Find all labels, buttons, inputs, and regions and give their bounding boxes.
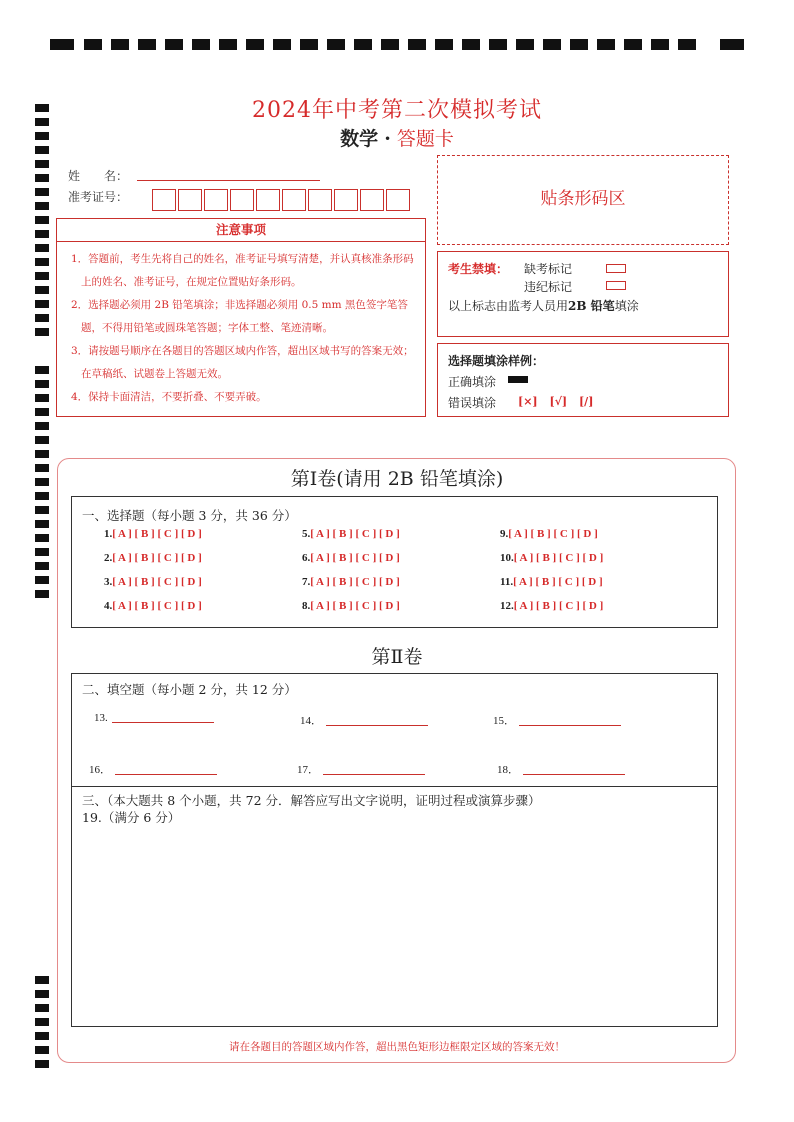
exam-id-digit-box[interactable] <box>334 189 358 211</box>
examiner-note-post: 填涂 <box>614 299 639 313</box>
notes-list <box>57 242 425 409</box>
barcode-area: 贴条形码区 <box>437 155 729 245</box>
part2-title: 第Ⅱ卷 <box>371 646 423 668</box>
fill-blank-item[interactable]: 15． <box>493 712 621 728</box>
mcq-section <box>71 496 718 628</box>
examiner-note-pre: 以上标志由监考人员用 <box>448 299 569 313</box>
examiner-note <box>448 297 639 314</box>
examiner-only-panel <box>437 251 729 337</box>
exam-title: 2024年中考第二次模拟考试 <box>252 98 542 123</box>
correct-fill-mark <box>508 376 528 383</box>
fill-blank-item[interactable]: 14． <box>300 712 428 728</box>
wrong-mark: [×] <box>518 395 538 408</box>
mcq-question[interactable]: 5.[ A ] [ B ] [ C ] [ D ] <box>302 528 400 540</box>
exam-id-digit-box[interactable] <box>360 189 384 211</box>
exam-id-digit-box[interactable] <box>282 189 306 211</box>
examiner-note-bold: 2B 铅笔 <box>568 299 615 313</box>
mcq-question[interactable]: 1.[ A ] [ B ] [ C ] [ D ] <box>104 528 202 540</box>
fill-sample-title: 选择题填涂样例： <box>448 354 545 368</box>
footer-warning: 请在各题目的答题区域内作答，超出黑色矩形边框限定区域的答案无效！ <box>229 1041 565 1053</box>
exam-id-digit-box[interactable] <box>386 189 410 211</box>
name-label: 姓 名： <box>68 169 129 183</box>
fill-blank-heading: 二、填空题（每小题 2 分，共 12 分） <box>82 682 297 697</box>
wrong-mark: [√] <box>549 395 568 408</box>
exam-id-digit-box[interactable] <box>178 189 202 211</box>
notes-panel <box>56 218 426 417</box>
fill-blank-item[interactable]: 17． <box>297 761 425 777</box>
mcq-question[interactable]: 10.[ A ] [ B ] [ C ] [ D ] <box>500 552 604 564</box>
mcq-question[interactable]: 8.[ A ] [ B ] [ C ] [ D ] <box>302 600 400 612</box>
examiner-only-label: 考生禁填： <box>448 262 509 276</box>
mcq-question[interactable]: 4.[ A ] [ B ] [ C ] [ D ] <box>104 600 202 612</box>
violation-mark-box[interactable] <box>606 281 626 290</box>
part1-title: 第Ⅰ卷(请用 2B 铅笔填涂) <box>290 468 504 490</box>
wrong-mark: [/] <box>578 395 594 408</box>
exam-id-digit-box[interactable] <box>230 189 254 211</box>
mcq-question[interactable]: 12.[ A ] [ B ] [ C ] [ D ] <box>500 600 604 612</box>
exam-id-digit-box[interactable] <box>152 189 176 211</box>
mcq-question[interactable]: 9.[ A ] [ B ] [ C ] [ D ] <box>500 528 598 540</box>
name-field[interactable] <box>137 180 320 181</box>
fill-blank-item[interactable]: 13. <box>94 712 214 724</box>
correct-fill-label: 正确填涂 <box>448 375 497 389</box>
mcq-question[interactable]: 6.[ A ] [ B ] [ C ] [ D ] <box>302 552 400 564</box>
fill-blank-section <box>71 673 718 787</box>
exam-subtitle <box>0 124 794 151</box>
note-item: 2．选择题必须用 2B 铅笔填涂；非选择题必须用 0.5 mm 黑色签字笔答题，不得用铅笔或圆珠笔答题；字体工整、笔迹清晰。 <box>71 299 408 334</box>
wrong-fill-label: 错误填涂 <box>448 396 497 410</box>
subtitle-dot: · <box>384 128 391 150</box>
subject-name: 数学 <box>340 128 379 150</box>
exam-id-digit-box[interactable] <box>204 189 228 211</box>
mcq-heading: 一、选择题（每小题 3 分，共 36 分） <box>82 508 297 523</box>
note-item: 4．保持卡面清洁，不要折叠、不要弄破。 <box>71 391 267 403</box>
mcq-question[interactable]: 11.[ A ] [ B ] [ C ] [ D ] <box>500 576 603 588</box>
fill-blank-item[interactable]: 18． <box>497 761 625 777</box>
note-item: 3．请按题号顺序在各题目的答题区域内作答，超出区域书写的答案无效；在草稿纸、试题卷上答题无效。 <box>71 345 414 380</box>
violation-mark-label: 违纪标记 <box>524 280 573 294</box>
wrong-fill-marks <box>518 395 593 408</box>
question-19-label: 19.（满分 6 分） <box>82 810 181 825</box>
note-item: 1．答题前，考生先将自己的姓名，准考证号填写清楚，并认真核准条形码上的姓名、准考证号，在规定位置贴好条形码。 <box>71 253 414 288</box>
solve-heading: 三、（本大题共 8 个小题，共 72 分．解答应写出文字说明，证明过程或演算步骤） <box>82 793 541 808</box>
exam-id-digit-box[interactable] <box>308 189 332 211</box>
solve-section[interactable] <box>71 786 718 1027</box>
absent-mark-box[interactable] <box>606 264 626 273</box>
absent-mark-label: 缺考标记 <box>524 262 573 276</box>
exam-id-label: 准考证号： <box>68 190 129 204</box>
mcq-question[interactable]: 7.[ A ] [ B ] [ C ] [ D ] <box>302 576 400 588</box>
fill-blank-item[interactable]: 16． <box>89 761 217 777</box>
mcq-question[interactable]: 2.[ A ] [ B ] [ C ] [ D ] <box>104 552 202 564</box>
mcq-question[interactable]: 3.[ A ] [ B ] [ C ] [ D ] <box>104 576 202 588</box>
exam-id-digit-box[interactable] <box>256 189 280 211</box>
notes-heading: 注意事项 <box>57 219 425 242</box>
fill-sample-panel <box>437 343 729 417</box>
answer-card-label: 答题卡 <box>396 128 454 150</box>
